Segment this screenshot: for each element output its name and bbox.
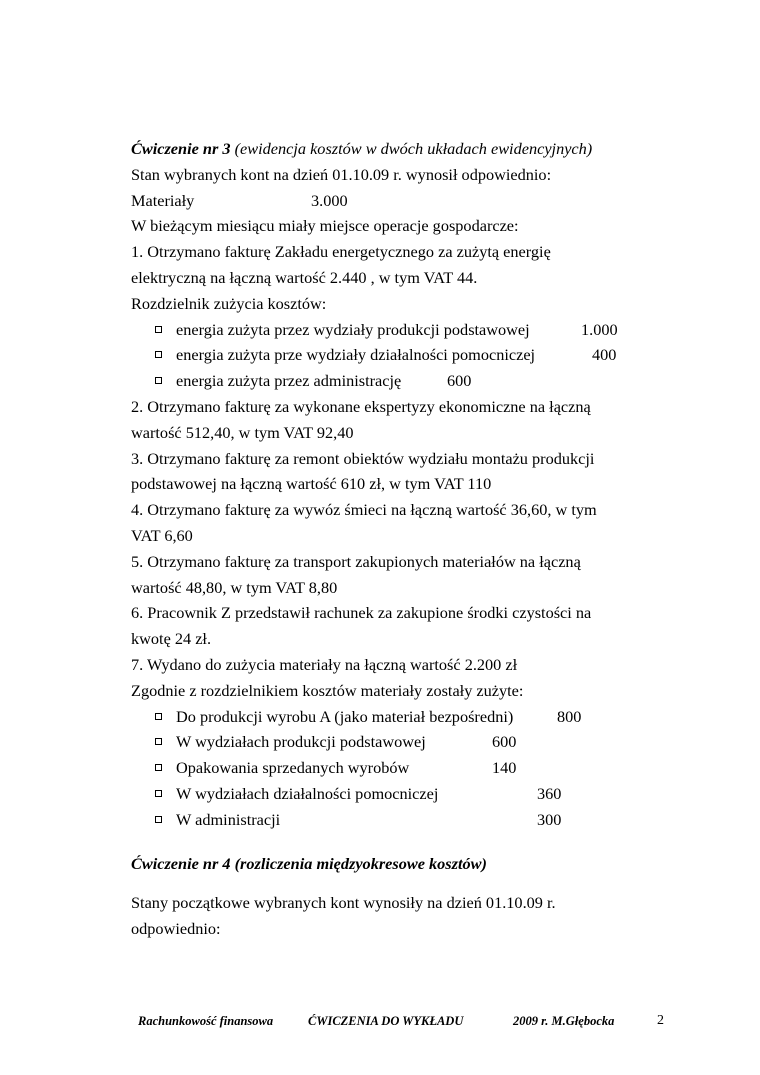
materials-label: Materiały	[131, 190, 195, 210]
material-item-value: 300	[537, 809, 562, 829]
material-item	[131, 781, 651, 807]
square-bullet-icon	[155, 764, 162, 771]
material-item-text: Opakowania sprzedanych wyrobów	[176, 758, 410, 778]
square-bullet-icon	[155, 713, 162, 720]
paragraph-line: Stan wybranych kont na dzień 01.10.09 r. wynosił odpowiednio:	[131, 164, 552, 184]
material-item	[131, 729, 651, 755]
material-item-text: W wydziałach produkcji podstawowej	[176, 732, 426, 752]
distribution-intro: Rozdzielnik zużycia kosztów:	[131, 293, 327, 313]
footer-course-name: Rachunkowość finansowa	[138, 1014, 274, 1028]
material-item	[131, 704, 651, 730]
footer-document-title: ĆWICZENIA DO WYKŁADU	[308, 1014, 464, 1028]
square-bullet-icon	[155, 326, 162, 333]
operation-7: 7. Wydano do zużycia materiały na łączną wartość 2.200 zł	[131, 654, 518, 674]
energy-item-text: energia zużyta przez wydziały produkcji podstawowej	[176, 319, 530, 339]
operation-4-line-1: 4. Otrzymano fakturę za wywóz śmieci na łączną wartość 36,60, w tym	[131, 500, 597, 520]
operation-3-line-1: 3. Otrzymano fakturę za remont obiektów wydziału montażu produkcji	[131, 448, 595, 468]
operation-5-line-2: wartość 48,80, w tym VAT 8,80	[131, 577, 338, 597]
material-item	[131, 755, 651, 781]
material-item-value: 600	[492, 732, 517, 752]
square-bullet-icon	[155, 738, 162, 745]
square-bullet-icon	[155, 351, 162, 358]
materials-row	[131, 188, 651, 214]
operation-3-line-2: podstawowej na łączną wartość 610 zł, w tym VAT 110	[131, 474, 492, 494]
energy-item	[131, 368, 651, 394]
energy-item	[131, 317, 651, 343]
exercise-4-line-1: Stany początkowe wybranych kont wynosiły na dzień 01.10.09 r.	[131, 893, 556, 913]
square-bullet-icon	[155, 816, 162, 823]
materials-value: 3.000	[311, 190, 348, 210]
operation-6-line-1: 6. Pracownik Z przedstawił rachunek za zakupione środki czystości na	[131, 603, 592, 623]
operation-1-line-2: elektryczną na łączną wartość 2.440 , w tym VAT 44.	[131, 267, 478, 287]
square-bullet-icon	[155, 790, 162, 797]
material-item-value: 140	[492, 758, 517, 778]
material-item-value: 800	[557, 706, 582, 726]
energy-item	[131, 342, 651, 368]
square-bullet-icon	[155, 377, 162, 384]
energy-item-value: 400	[592, 345, 617, 365]
page-number: 2	[657, 1013, 664, 1028]
section-spacer	[131, 876, 651, 890]
energy-item-value: 600	[447, 371, 472, 391]
material-item	[131, 807, 651, 833]
page-content	[131, 136, 651, 942]
exercise-3-title: Ćwiczenie nr 3	[131, 139, 231, 158]
footer-author: 2009 r. M.Głębocka	[513, 1014, 615, 1028]
energy-item-text: energia zużyta przez administrację	[176, 371, 402, 391]
distribution-2-intro: Zgodnie z rozdzielnikiem kosztów materiały zostały zużyte:	[131, 680, 524, 700]
material-item-value: 360	[537, 783, 562, 803]
exercise-4-title: Ćwiczenie nr 4 (rozliczenia międzyokresowe kosztów)	[131, 853, 487, 873]
operation-1-line-1: 1. Otrzymano fakturę Zakładu energetycznego za zużytą energię	[131, 242, 551, 262]
operation-5-line-1: 5. Otrzymano fakturę za transport zakupionych materiałów na łączną	[131, 551, 581, 571]
exercise-3-heading	[131, 136, 651, 162]
energy-item-text: energia zużyta prze wydziały działalności pomocniczej	[176, 345, 536, 365]
exercise-4-line-2: odpowiednio:	[131, 919, 221, 939]
operation-6-line-2: kwotę 24 zł.	[131, 629, 212, 649]
material-item-text: W administracji	[176, 809, 281, 829]
operation-4-line-2: VAT 6,60	[131, 525, 193, 545]
material-item-text: Do produkcji wyrobu A (jako materiał bezpośredni)	[176, 706, 514, 726]
material-item-text: W wydziałach działalności pomocniczej	[176, 783, 439, 803]
operation-2-line-1: 2. Otrzymano fakturę za wykonane ekspertyzy ekonomiczne na łączną	[131, 396, 591, 416]
operation-2-line-2: wartość 512,40, w tym VAT 92,40	[131, 422, 354, 442]
energy-item-value: 1.000	[581, 319, 618, 339]
operations-intro: W bieżącym miesiącu miały miejsce operacje gospodarcze:	[131, 216, 519, 236]
exercise-3-subtitle: (ewidencja kosztów w dwóch układach ewidencyjnych)	[230, 139, 593, 158]
section-spacer	[131, 833, 651, 851]
